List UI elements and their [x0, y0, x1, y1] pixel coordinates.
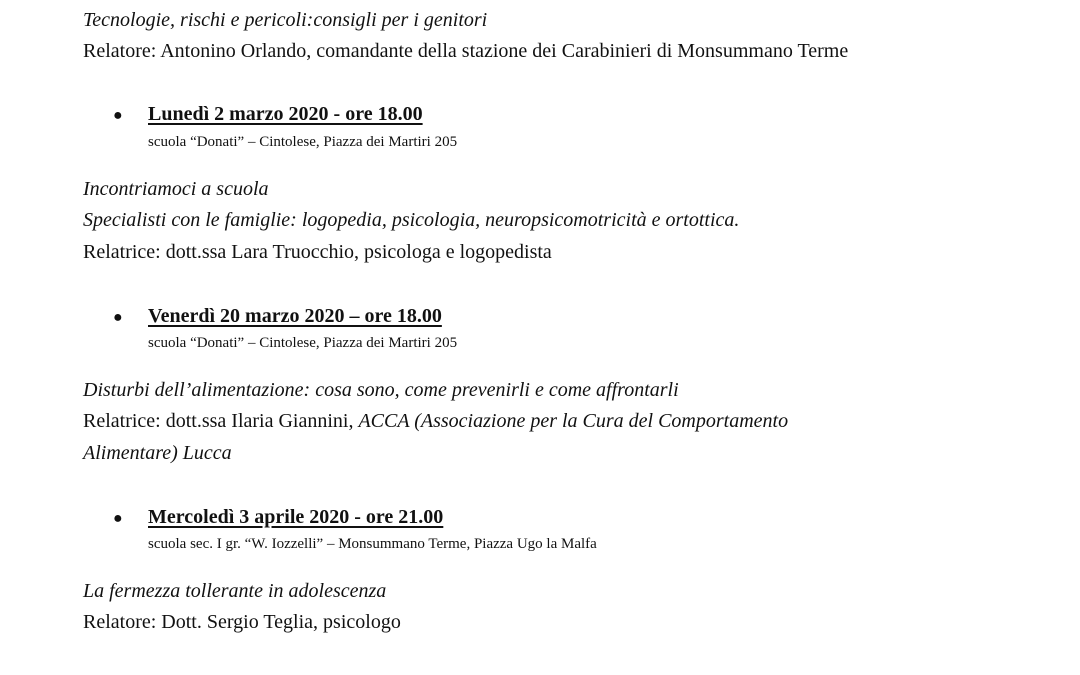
event-speaker-org: ACCA (Associazione per la Cura del Comportamento	[358, 410, 789, 432]
event-location: scuola sec. I gr. “W. Iozzelli” – Monsummano Terme, Piazza Ugo la Malfa	[148, 536, 597, 552]
event-speaker: Relatrice: dott.ssa Lara Truocchio, psicologa e logopedista	[83, 241, 552, 263]
event-topic: Incontriamoci a scuola	[83, 178, 269, 200]
bullet-icon: ●	[113, 309, 123, 326]
event-location: scuola “Donati” – Cintolese, Piazza dei Martiri 205	[148, 335, 458, 351]
event-date: Venerdì 20 marzo 2020 – ore 18.00	[148, 305, 442, 327]
bullet-icon: ●	[113, 107, 123, 124]
intro-speaker: Relatore: Antonino Orlando, comandante della stazione dei Carabinieri di Monsummano Terme	[83, 40, 849, 62]
event-topic: La fermezza tollerante in adolescenza	[83, 580, 387, 602]
event-date: Lunedì 2 marzo 2020 - ore 18.00	[148, 103, 423, 125]
event-location: scuola “Donati” – Cintolese, Piazza dei Martiri 205	[148, 134, 458, 150]
event-speaker-org-continued: Alimentare) Lucca	[83, 442, 232, 464]
event-speaker	[83, 409, 788, 433]
event-date: Mercoledì 3 aprile 2020 - ore 21.00	[148, 506, 444, 528]
bullet-icon: ●	[113, 510, 123, 527]
event-speaker-name: Relatrice: dott.ssa Ilaria Giannini,	[83, 410, 359, 432]
event-speaker: Relatore: Dott. Sergio Teglia, psicologo	[83, 611, 401, 633]
event-topic: Disturbi dell’alimentazione: cosa sono, come prevenirli e come affrontarli	[83, 379, 679, 401]
event-topic-detail: Specialisti con le famiglie: logopedia, psicologia, neuropsicomotricità e ortottica.	[83, 209, 740, 231]
intro-topic: Tecnologie, rischi e pericoli:consigli per i genitori	[83, 9, 488, 31]
